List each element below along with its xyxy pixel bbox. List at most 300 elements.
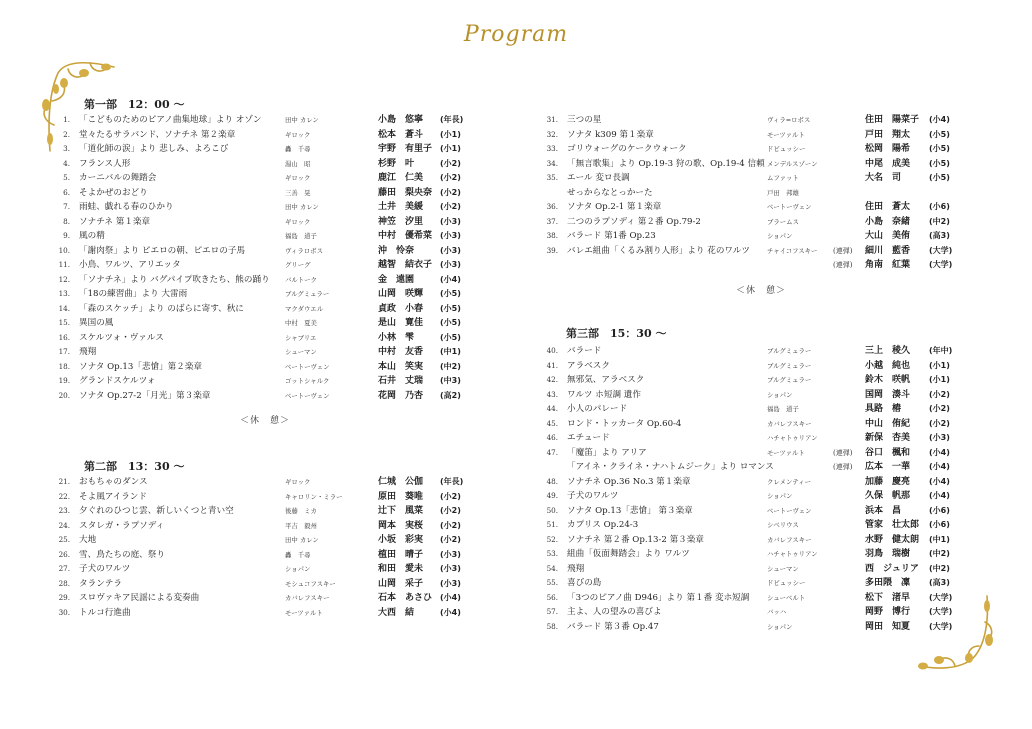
performer-name: 小島 悠寧 [378, 115, 424, 125]
piece-title: エール 変ロ長調 [567, 173, 630, 183]
performer-name: 浜本 昌 [865, 505, 902, 516]
piece-title: 子犬のワルツ [79, 564, 131, 574]
performer-grade: (小6) [929, 202, 950, 211]
program-row [48, 316, 488, 331]
piece-title: トルコ行進曲 [79, 607, 131, 618]
program-list-part2 [48, 475, 488, 620]
performer-grade: (小4) [929, 447, 950, 457]
performer-grade: (小2) [440, 187, 461, 197]
performer-name: 鹿江 仁美 [378, 173, 424, 183]
performer-grade: (小2) [929, 389, 950, 399]
performer-grade: (小4) [440, 274, 461, 284]
program-row [48, 345, 488, 360]
piece-title: ソナタ Op.27-2「月光」第３楽章 [79, 390, 211, 401]
item-number: 26. [58, 549, 70, 559]
program-row [48, 331, 488, 346]
program-row [536, 142, 976, 157]
piece-title: エチュード [567, 433, 610, 443]
item-number: 27. [58, 564, 70, 573]
item-number: 15. [58, 318, 70, 327]
composer-name: 中村 夏美 [285, 319, 317, 327]
piece-title: 「謝肉祭」より ピエロの朝、ピエロの子馬 [79, 245, 246, 256]
piece-title: バラード 第1番 Op.23 [567, 231, 656, 241]
piece-title: 「魔笛」より アリア [567, 447, 647, 458]
program-row [48, 577, 488, 592]
program-row [536, 344, 976, 359]
performer-grade: (小3) [440, 549, 461, 559]
piece-title: カーニバルの舞踏会 [79, 173, 157, 183]
piece-title: ワルツ ホ短調 遺作 [567, 389, 641, 400]
item-number: 53. [546, 549, 558, 558]
composer-name: カバレフスキー [285, 594, 330, 602]
intermission-label: ＜休 憩＞ [736, 286, 787, 296]
piece-title: 飛翔 [79, 347, 97, 357]
performer-name: 小越 純也 [865, 360, 911, 371]
item-number: 47. [546, 447, 558, 457]
program-row [48, 533, 488, 548]
composer-name: ベートーヴェン [285, 362, 330, 371]
program-row [48, 591, 488, 606]
item-number: 43. [546, 389, 558, 399]
item-number: 57. [546, 607, 558, 616]
performer-name: 大西 結 [378, 607, 415, 618]
performer-grade: (小5) [929, 173, 950, 182]
composer-name: ドビュッシー [767, 579, 806, 587]
performer-name: 土井 美緩 [378, 202, 424, 212]
performer-name: 神笠 汐里 [378, 216, 424, 227]
performer-name: 多田隈 凜 [865, 578, 911, 588]
program-row [536, 547, 976, 562]
piece-title: タランテラ [79, 578, 122, 589]
program-row [536, 171, 976, 186]
item-number: 8. [63, 216, 70, 226]
program-row [48, 244, 488, 259]
program-row [536, 244, 976, 259]
piece-title: フランス人形 [79, 158, 131, 169]
program-row [48, 142, 488, 157]
piece-title: 「18の練習曲」より 大雷雨 [79, 289, 188, 299]
piece-title: 堂々たるサラバンド、ソナチネ 第２楽章 [79, 129, 236, 140]
item-number: 20. [58, 390, 70, 400]
piece-title: ソナチネ 第１楽章 [79, 216, 151, 227]
composer-name: 福島 道子 [285, 232, 317, 240]
performer-name: 石井 丈瑞 [378, 376, 424, 386]
performer-name: 山岡 咲輝 [378, 289, 424, 299]
performer-grade: (高2) [440, 390, 461, 400]
item-number: 42. [546, 375, 558, 384]
performer-name: 山岡 采子 [378, 578, 424, 589]
composer-name: メンデルスゾーン [767, 159, 818, 168]
performer-name: 中山 侑紀 [865, 418, 911, 429]
composer-name: 三善 晃 [285, 188, 311, 197]
program-row [48, 273, 488, 288]
piece-title: ゴリウォーグのケークウォーク [567, 144, 687, 154]
performer-grade: (小1) [929, 360, 950, 370]
program-row [48, 186, 488, 201]
composer-name: 田中 カレン [285, 203, 319, 211]
performer-name: 小林 雫 [378, 332, 415, 343]
item-number: 23. [58, 506, 70, 515]
program-row [536, 591, 976, 606]
composer-name: ショパン [767, 390, 793, 399]
performer-name: 大山 美侑 [865, 231, 911, 241]
performer-name: 和田 愛未 [378, 564, 424, 574]
item-number: 5. [63, 173, 70, 182]
composer-name: チャイコフスキー [767, 246, 818, 255]
performer-name: 岡本 実桜 [378, 520, 424, 531]
program-row [48, 229, 488, 244]
item-number: 58. [546, 621, 558, 631]
duet-mark: (連弾) [833, 448, 853, 457]
item-number: 11. [58, 260, 70, 269]
performer-grade: (小3) [929, 433, 950, 442]
performer-grade: (小5) [929, 129, 950, 139]
piece-title: 小鳥、ワルツ、アリエッタ [79, 260, 181, 270]
item-number: 21. [58, 477, 70, 486]
performer-grade: (小5) [929, 144, 950, 153]
piece-title: スロヴァキア民謡による変奏曲 [79, 593, 200, 603]
composer-name: 湯山 昭 [285, 159, 311, 168]
program-row [48, 258, 488, 273]
piece-title: カプリス Op.24-3 [567, 520, 639, 530]
piece-title: ソナタ Op.13「悲愴」第２楽章 [79, 361, 203, 372]
piece-title: ソナタ k309 第１楽章 [567, 129, 654, 140]
piece-title: ソナチネ 第２番 Op.13-2 第３楽章 [567, 534, 704, 545]
composer-name: シャブリエ [285, 333, 317, 342]
composer-name: ゴットシャルク [285, 377, 330, 385]
performer-grade: (小3) [440, 260, 461, 269]
program-row [48, 360, 488, 375]
composer-name: 轟 千尋 [285, 550, 311, 559]
performer-grade: (小1) [440, 129, 461, 139]
composer-name: シューベルト [767, 593, 806, 602]
composer-name: ブルグミュラー [767, 361, 812, 370]
composer-name: ハチャトゥリアン [767, 434, 818, 442]
item-number: 1. [63, 115, 70, 124]
item-number: 30. [58, 607, 70, 617]
program-row [536, 402, 976, 417]
performer-grade: (大学) [929, 245, 953, 255]
item-number: 6. [63, 187, 70, 197]
performer-name: 越智 結衣子 [378, 260, 433, 270]
performer-grade: (小5) [440, 303, 461, 313]
program-row [536, 113, 976, 128]
composer-name: グリーグ [285, 261, 311, 269]
program-row [536, 475, 976, 490]
piece-title: 組曲「仮面舞踏会」より ワルツ [567, 549, 690, 559]
performer-name: 本山 笑実 [378, 361, 424, 372]
performer-grade: (小4) [440, 607, 461, 617]
composer-name: ハチャトゥリアン [767, 550, 818, 558]
performer-grade: (小4) [929, 462, 950, 471]
composer-name: バルトーク [285, 275, 317, 284]
piece-title: 二つのラプソディ 第２番 Op.79-2 [567, 216, 701, 227]
piece-title: 小人のパレード [567, 404, 628, 414]
performer-name: 原田 葵唯 [378, 491, 424, 502]
item-number: 17. [58, 347, 70, 356]
performer-name: 水野 健太朗 [865, 534, 920, 545]
composer-name: キャロリン・ミラー [285, 492, 343, 501]
item-number: 45. [546, 418, 558, 428]
item-number: 54. [546, 563, 558, 573]
performer-name: 具路 樁 [865, 404, 902, 414]
piece-title: そよかぜのおどり [79, 187, 148, 198]
piece-title: ソナタ Op.13「悲愴」 第３楽章 [567, 505, 693, 516]
program-row [48, 128, 488, 143]
composer-name: ショパン [767, 492, 793, 500]
program-row [536, 518, 976, 533]
performer-grade: (年長) [440, 477, 464, 486]
composer-name: ヴィラ=ロボス [767, 116, 811, 124]
piece-title: 雪、鳥たちの庭、祭り [79, 549, 165, 560]
piece-title: 「3つのピアノ曲 D946」より 第１番 変ホ短調 [567, 592, 750, 603]
page-title: Program [463, 22, 569, 47]
performer-name: 新保 杏美 [865, 433, 911, 443]
composer-name: ショパン [767, 622, 793, 631]
program-row [48, 490, 488, 505]
piece-title: ソナチネ Op.36 No.3 第１楽章 [567, 476, 691, 487]
performer-name: 貞政 小春 [378, 303, 424, 314]
composer-name: ギロック [285, 217, 311, 226]
item-number: 28. [58, 578, 70, 588]
piece-title: 「ソナチネ」より バグパイプ吹きたち、熊の踊り [79, 274, 270, 285]
item-number: 32. [546, 129, 558, 139]
piece-title: 大地 [79, 535, 97, 545]
performer-name: 細川 藍香 [865, 245, 911, 256]
program-row [536, 533, 976, 548]
composer-name: モシュコフスキー [285, 579, 336, 588]
program-row [536, 576, 976, 591]
program-row [48, 504, 488, 519]
composer-name: シベリウス [767, 521, 799, 529]
program-row [536, 128, 976, 143]
item-number: 25. [58, 535, 70, 544]
performer-grade: (小5) [440, 289, 461, 298]
program-row [48, 302, 488, 317]
performer-grade: (中2) [929, 563, 950, 573]
item-number: 18. [58, 361, 70, 371]
item-number: 24. [58, 520, 70, 530]
program-row [536, 504, 976, 519]
item-number: 55. [546, 578, 558, 587]
performer-name: 角南 紅葉 [865, 260, 911, 270]
program-row [48, 519, 488, 534]
performer-name: 中村 友香 [378, 347, 424, 357]
piece-title: 飛翔 [567, 563, 585, 574]
piece-title: ロンド・トッカータ Op.60-4 [567, 418, 682, 429]
program-row [536, 157, 976, 172]
performer-name: 辻下 風菜 [378, 506, 424, 516]
performer-name: 加藤 慶亮 [865, 476, 911, 487]
program-row [536, 562, 976, 577]
performer-name: 松岡 陽希 [865, 144, 911, 154]
composer-name: モーツァルト [285, 608, 323, 617]
item-number: 33. [546, 144, 558, 153]
program-row [536, 620, 976, 635]
performer-name: 住田 蒼太 [865, 202, 911, 212]
item-number: 2. [63, 129, 70, 139]
composer-name: カバレフスキー [767, 419, 812, 428]
performer-grade: (中1) [929, 534, 950, 544]
item-number: 36. [546, 202, 558, 211]
performer-grade: (大学) [929, 621, 953, 631]
program-row [536, 200, 976, 215]
composer-name: ベートーヴェン [767, 203, 812, 211]
performer-grade: (高3) [929, 231, 950, 240]
composer-name: 平吉 毅州 [285, 521, 317, 530]
program-row [536, 359, 976, 374]
composer-name: ドビュッシー [767, 145, 806, 153]
item-number: 14. [58, 303, 70, 313]
performer-name: 仁城 公伽 [378, 477, 424, 487]
item-number: 49. [546, 491, 558, 500]
item-number: 9. [63, 231, 70, 240]
piece-title: 三つの星 [567, 115, 602, 125]
composer-name: 福島 道子 [767, 405, 799, 413]
composer-name: モーツァルト [767, 130, 805, 139]
item-number: 22. [58, 491, 70, 501]
performer-grade: (大学) [929, 607, 953, 616]
program-row [536, 605, 976, 620]
piece-title: スケルツォ・ヴァルス [79, 332, 164, 343]
composer-name: シューマン [285, 348, 317, 356]
performer-grade: (小1) [929, 375, 950, 384]
item-number: 12. [58, 274, 70, 284]
composer-name: ブルグミュラー [767, 347, 812, 355]
performer-grade: (高3) [929, 578, 950, 587]
piece-title: アラベスク [567, 360, 610, 371]
performer-name: 松本 蒼斗 [378, 129, 424, 140]
piece-title: 異国の風 [79, 318, 114, 328]
composer-name: マクダウエル [285, 304, 324, 313]
item-number: 4. [63, 158, 70, 168]
program-row [536, 489, 976, 504]
duet-mark: (連弾) [833, 261, 853, 269]
performer-name: 杉野 叶 [378, 158, 415, 169]
performer-grade: (年中) [929, 346, 953, 355]
section-heading-part2: 第二部 13：30 ～ [84, 460, 185, 473]
composer-name: ショパン [767, 232, 793, 240]
performer-name: 小島 奈緒 [865, 216, 911, 227]
piece-title: 「アイネ・クライネ・ナハトムジーク」より ロマンス [567, 462, 774, 472]
composer-name: クレメンティー [767, 477, 812, 486]
item-number: 56. [546, 592, 558, 602]
performer-grade: (小3) [440, 216, 461, 226]
performer-grade: (小4) [929, 491, 950, 500]
item-number: 40. [546, 346, 558, 355]
program-row [48, 374, 488, 389]
performer-grade: (小2) [440, 506, 461, 515]
item-number: 7. [63, 202, 70, 211]
item-number: 39. [546, 245, 558, 255]
item-number: 51. [546, 520, 558, 529]
performer-grade: (小4) [929, 476, 950, 486]
composer-name: 田中 カレン [285, 536, 319, 544]
performer-name: 石本 あさひ [378, 593, 433, 603]
item-number: 3. [63, 144, 70, 153]
piece-title: 喜びの島 [567, 578, 602, 588]
performer-grade: (小4) [440, 593, 461, 602]
performer-grade: (中2) [929, 549, 950, 558]
composer-name: ブルグミュラー [285, 290, 330, 298]
program-row [536, 446, 976, 461]
piece-title: 「道化師の涙」より 悲しみ、よろこび [79, 144, 229, 154]
item-number: 10. [58, 245, 70, 255]
performer-name: 沖 怜奈 [378, 245, 415, 256]
program-row [48, 606, 488, 621]
item-number: 37. [546, 216, 558, 226]
program-row [48, 562, 488, 577]
performer-name: 管家 壮太郎 [865, 520, 920, 530]
item-number: 29. [58, 593, 70, 602]
piece-title: せっからなとっかーた [567, 187, 653, 198]
performer-name: 羽鳥 瑞樹 [865, 549, 911, 559]
performer-name: 宇野 有里子 [378, 144, 433, 154]
performer-name: 花岡 乃杏 [378, 390, 424, 401]
performer-grade: (小3) [440, 578, 461, 588]
program-row [536, 215, 976, 230]
composer-name: ブラームス [767, 217, 799, 226]
performer-grade: (中2) [929, 216, 950, 226]
performer-name: 大名 司 [865, 173, 902, 183]
item-number: 41. [546, 360, 558, 370]
piece-title: 無邪気、アラベスク [567, 375, 645, 385]
program-row [48, 200, 488, 215]
piece-title: 「こどものためのピアノ曲集地球」より オゾン [79, 115, 262, 125]
composer-name: ベートーヴェン [285, 391, 330, 400]
composer-name: カバレフスキー [767, 535, 812, 544]
performer-name: 中村 優希菜 [378, 231, 433, 241]
item-number: 35. [546, 173, 558, 182]
performer-grade: (小2) [929, 404, 950, 413]
program-row [536, 388, 976, 403]
performer-name: 西 ジュリア [865, 563, 919, 574]
performer-grade: (小1) [440, 144, 461, 153]
performer-name: 金 遠園 [378, 274, 415, 285]
composer-name: モーツァルト [767, 448, 805, 457]
item-number: 44. [546, 404, 558, 413]
performer-name: 谷口 楓和 [865, 447, 911, 458]
performer-name: 小坂 彩実 [378, 535, 424, 545]
performer-name: 住田 陽菜子 [865, 115, 920, 125]
performer-grade: (小2) [440, 491, 461, 501]
item-number: 31. [546, 115, 558, 124]
program-row [48, 157, 488, 172]
section-heading-part1: 第一部 12：00 ～ [84, 98, 185, 111]
piece-title: 主よ、人の望みの喜びよ [567, 607, 662, 617]
piece-title: スタレガ・ラプソディ [79, 520, 165, 531]
duet-mark: (連弾) [833, 246, 853, 255]
composer-name: ギロック [285, 130, 311, 139]
piece-title: 「無言歌集」より Op.19-3 狩の歌、Op.19-4 信頼 [567, 158, 765, 169]
performer-grade: (小4) [929, 115, 950, 124]
program-row [48, 171, 488, 186]
piece-title: バラード [567, 346, 602, 356]
piece-title: おもちゃのダンス [79, 477, 148, 487]
performer-name: 広本 一華 [865, 462, 911, 472]
composer-name: 後藤 ミカ [285, 507, 317, 515]
program-row [536, 417, 976, 432]
performer-grade: (小5) [440, 318, 461, 327]
performer-grade: (小6) [929, 520, 950, 529]
performer-grade: (中2) [440, 361, 461, 371]
intermission-label: ＜休 憩＞ [240, 416, 291, 426]
performer-grade: (小2) [440, 202, 461, 211]
performer-grade: (小6) [929, 505, 950, 515]
performer-grade: (中3) [440, 376, 461, 385]
composer-name: 轟 千尋 [285, 145, 311, 153]
performer-grade: (大学) [929, 260, 953, 269]
